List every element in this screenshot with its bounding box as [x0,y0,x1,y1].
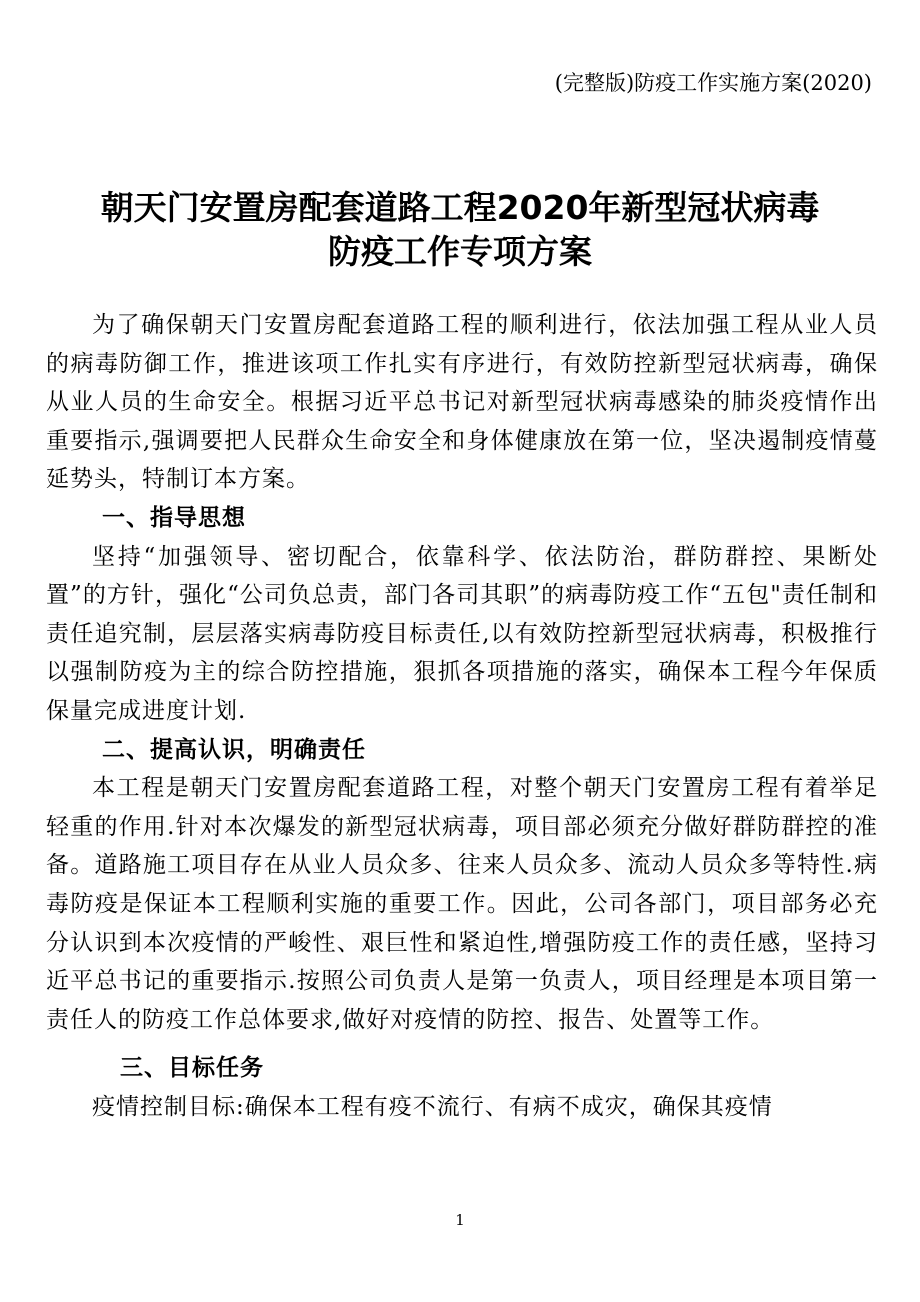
document-title-line-1: 朝天门安置房配套道路工程2020年新型冠状病毒 [100,188,820,227]
document-title [40,186,880,274]
page-number: 1 [455,1211,465,1229]
intro-paragraph: 为了确保朝天门安置房配套道路工程的顺利进行，依法加强工程从业人员的病毒防御工作，推进该项工作扎实有序进行，有效防控新型冠状病毒，确保从业人员的生命安全。根据习近平总书记对新型冠状病毒感染的肺炎疫情作出重要指示,强调要把人民群众生命安全和身体健康放在第一位，坚决遏制疫情蔓延势头，特制订本方案。 [46,312,878,493]
section-heading-guiding-ideology: 一、指导思想 [102,503,246,531]
section-paragraph-target-tasks: 疫情控制目标:确保本工程有疫不流行、有病不成灾，确保其疫情 [92,1093,773,1120]
section-heading-responsibility: 二、提高认识，明确责任 [102,735,366,763]
document-body [46,306,878,1126]
section-paragraph-responsibility: 本工程是朝天门安置房配套道路工程，对整个朝天门安置房工程有着举足轻重的作用.针对本次爆发的新型冠状病毒，项目部必须充分做好群防群控的准备。道路施工项目存在从业人员众多、往来人员众多、流动人员众多等特性.病毒防疫是保证本工程顺利实施的重要工作。因此，公司各部门，项目部务必充分认识到本次疫情的严峻性、艰巨性和紧迫性,增强防疫工作的责任感，坚持习近平总书记的重要指示.按照公司负责人是第一负责人，项目经理是本项目第一责任人的防疫工作总体要求,做好对疫情的防控、报告、处置等工作。 [46,775,878,1033]
section-paragraph-guiding-ideology: 坚持“加强领导、密切配合，依靠科学、依法防治，群防群控、果断处置”的方针，强化“公司负总责，部门各司其职”的病毒防疫工作“五包"责任制和责任追究制，层层落实病毒防疫目标责任,以有效防控新型冠状病毒，积极推行以强制防疫为主的综合防控措施，狠抓各项措施的落实，确保本工程今年保质保量完成进度计划. [46,543,878,724]
running-header: (完整版)防疫工作实施方案(2020) [554,71,872,95]
section-heading-target-tasks: 三、目标任务 [120,1054,264,1082]
document-title-line-2: 防疫工作专项方案 [328,232,592,271]
